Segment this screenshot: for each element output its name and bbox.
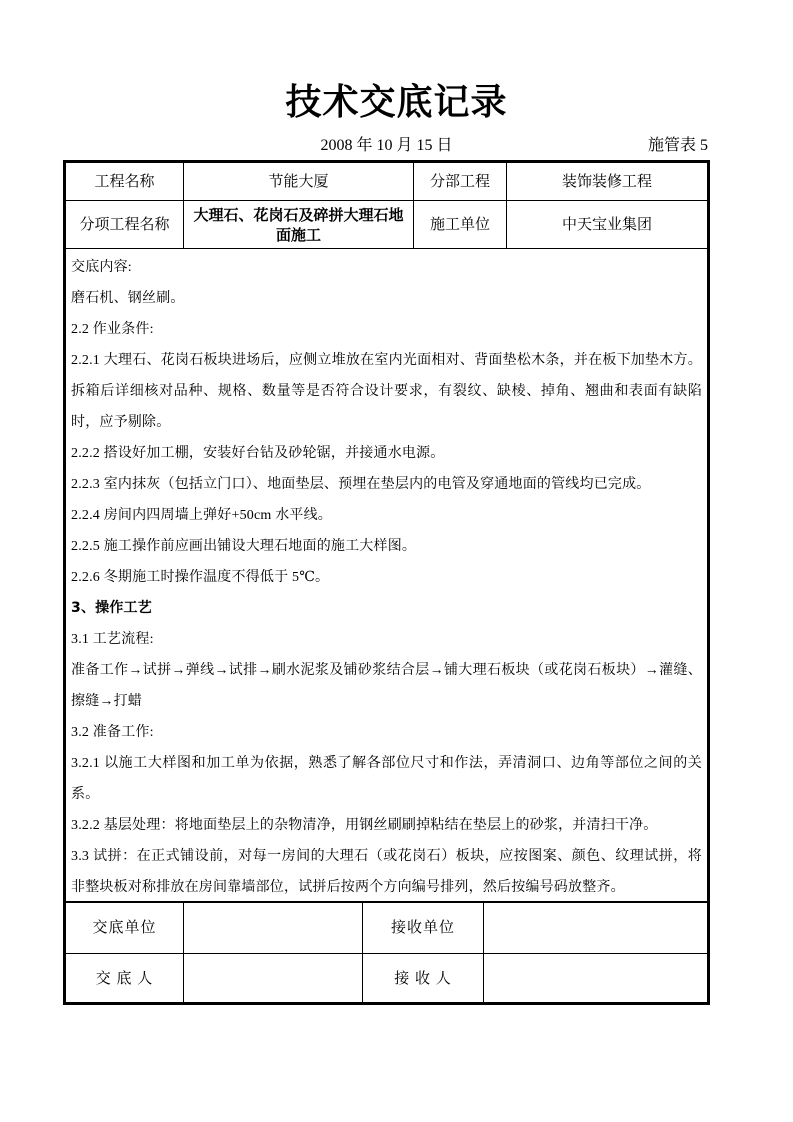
discloser-value <box>183 954 362 1004</box>
paragraph: 磨石机、钢丝刷。 <box>71 291 185 306</box>
paragraph: 2.2.1 大理石、花岗石板块进场后，应侧立堆放在室内光面相对、背面垫松木条，并在板下加垫木方。拆箱后详细核对品种、规格、数量等是否符合设计要求，有裂纹、缺棱、掉角、翘曲和表面有缺陷时，应予剔除。 <box>71 353 702 430</box>
disclosing-unit-value <box>183 903 362 954</box>
disclosure-content <box>66 249 707 903</box>
project-name-label: 工程名称 <box>66 163 183 201</box>
form-number: 施管表 5 <box>647 137 708 154</box>
paragraph: 2.2.2 搭设好加工棚，安装好台钻及砂轮锯，并接通水电源。 <box>71 446 445 461</box>
construction-unit-value: 中天宝业集团 <box>506 201 707 248</box>
receiver-label: 接 收 人 <box>362 954 483 1004</box>
project-name-value: 节能大厦 <box>183 163 413 201</box>
page-title: 技术交底记录 <box>285 82 508 123</box>
paragraph: 3.3 试拼：在正式铺设前，对每一房间的大理石（或花岗石）板块，应按图案、颜色、纹理试拼，将非整块板对称排放在房间靠墙部位，试拼后按两个方向编号排列，然后按编号码放整齐。 <box>71 849 702 895</box>
construction-unit-label: 施工单位 <box>413 201 506 248</box>
paragraph: 2.2.5 施工操作前应画出铺设大理石地面的施工大样图。 <box>71 539 417 554</box>
paragraph: 3.1 工艺流程: <box>71 632 154 647</box>
section-heading: 3、操作工艺 <box>71 600 152 616</box>
receiver-value <box>483 954 707 1004</box>
paragraph: 3.2 准备工作: <box>71 725 154 740</box>
paragraph: 准备工作→试拼→弹线→试排→刷水泥浆及铺砂浆结合层→铺大理石板块（或花岗石板块）→灌缝、擦缝→打蜡 <box>71 663 702 709</box>
paragraph: 2.2.6 冬期施工时操作温度不得低于 5℃。 <box>71 570 330 585</box>
discloser-label: 交 底 人 <box>95 971 154 987</box>
signature-table <box>66 903 707 1004</box>
paragraph: 交底内容: <box>71 260 132 275</box>
disclosing-unit-label: 交底单位 <box>66 903 183 954</box>
sub-project-name-value: 大理石、花岗石及碎拼大理石地面施工 <box>183 201 413 248</box>
paragraph: 2.2 作业条件: <box>71 322 154 337</box>
receiving-unit-value <box>483 903 707 954</box>
paragraph: 2.2.3 室内抹灰（包括立门口）、地面垫层、预埋在垫层内的电管及穿通地面的管线均已完成。 <box>71 477 651 492</box>
division-work-label: 分部工程 <box>413 163 506 201</box>
division-work-value: 装饰装修工程 <box>506 163 707 201</box>
sub-project-name-label: 分项工程名称 <box>79 216 170 233</box>
receiving-unit-label: 接收单位 <box>362 903 483 954</box>
paragraph: 2.2.4 房间内四周墙上弹好+50cm 水平线。 <box>71 508 332 523</box>
paragraph: 3.2.1 以施工大样图和加工单为依据，熟悉了解各部位尺寸和作法，弄清洞口、边角等部位之间的关系。 <box>71 756 702 802</box>
paragraph: 3.2.2 基层处理：将地面垫层上的杂物清净，用钢丝刷刷掉粘结在垫层上的砂浆，并清扫干净。 <box>71 818 658 833</box>
project-info-table <box>66 163 707 249</box>
meta-row <box>63 134 710 158</box>
document-date: 2008 年 10 月 15 日 <box>320 137 453 154</box>
record-sheet <box>63 160 710 1005</box>
